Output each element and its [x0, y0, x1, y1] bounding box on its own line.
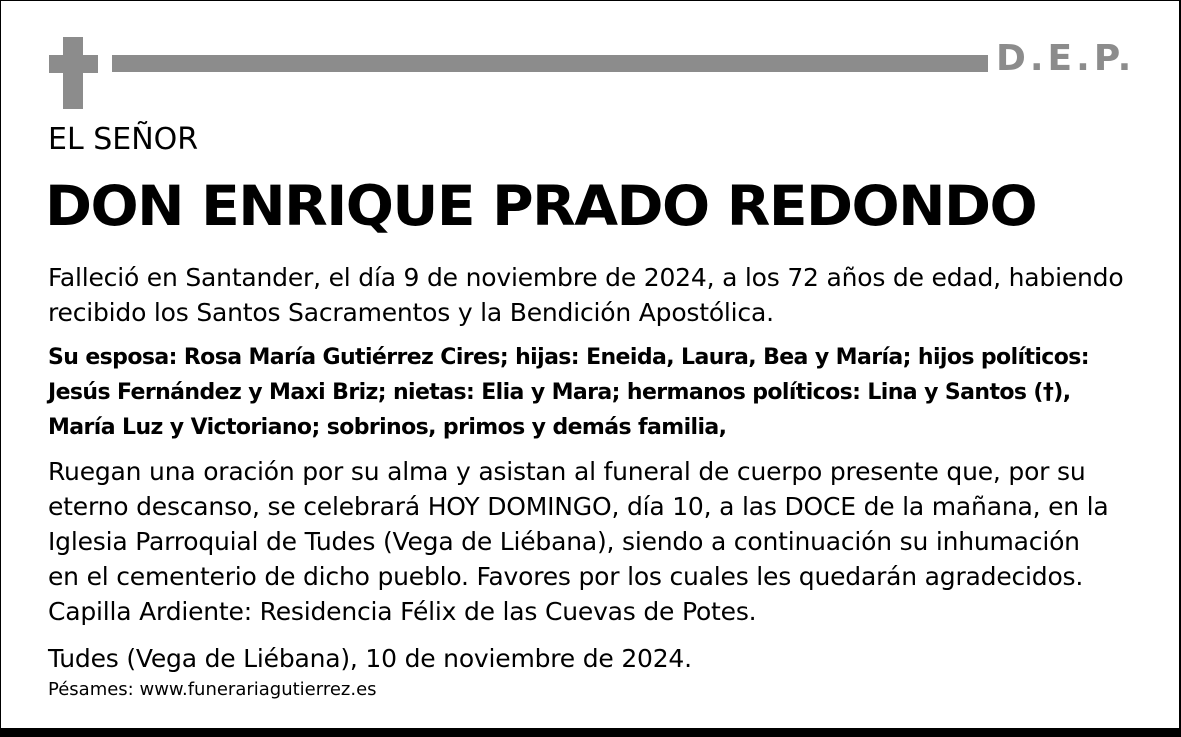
place-date: Tudes (Vega de Liébana), 10 de noviembre de 2024.: [48, 644, 692, 673]
text-line: Jesús Fernández y Maxi Briz; nietas: Elia y Mara; hermanos políticos: Lina y Santos (†),: [48, 380, 1071, 405]
text-line: Iglesia Parroquial de Tudes (Vega de Liébana), siendo a continuación su inhumación: [48, 527, 1080, 556]
text-line: eterno descanso, se celebrará HOY DOMINGO, día 10, a las DOCE de la mañana, en la: [48, 492, 1109, 521]
header-rule: [112, 55, 988, 72]
deceased-name: DON ENRIQUE PRADO REDONDO: [45, 174, 1037, 238]
death-notice-paragraph: [48, 260, 1158, 330]
text-line: Ruegan una oración por su alma y asistan al funeral de cuerpo presente que, por su: [48, 457, 1086, 486]
family-paragraph: [48, 340, 1158, 445]
condolences-link: Pésames: www.funerariagutierrez.es: [48, 679, 377, 700]
funeral-paragraph: [48, 454, 1158, 629]
text-line: Su esposa: Rosa María Gutiérrez Cires; hijas: Eneida, Laura, Bea y María; hijos políticos:: [48, 345, 1089, 370]
cross-icon: [63, 37, 83, 109]
text-line: Falleció en Santander, el día 9 de noviembre de 2024, a los 72 años de edad, habiendo: [48, 263, 1124, 292]
text-line: en el cementerio de dicho pueblo. Favores por los cuales les quedarán agradecidos.: [48, 562, 1084, 591]
text-line: María Luz y Victoriano; sobrinos, primos y demás familia,: [48, 415, 727, 440]
text-line: Capilla Ardiente: Residencia Félix de las Cuevas de Potes.: [48, 597, 757, 626]
cross-icon-bar: [49, 55, 98, 73]
text-line: recibido los Santos Sacramentos y la Bendición Apostólica.: [48, 298, 774, 327]
title-prefix: EL SEÑOR: [48, 122, 199, 157]
dep-label: D.E.P.: [996, 38, 1136, 79]
